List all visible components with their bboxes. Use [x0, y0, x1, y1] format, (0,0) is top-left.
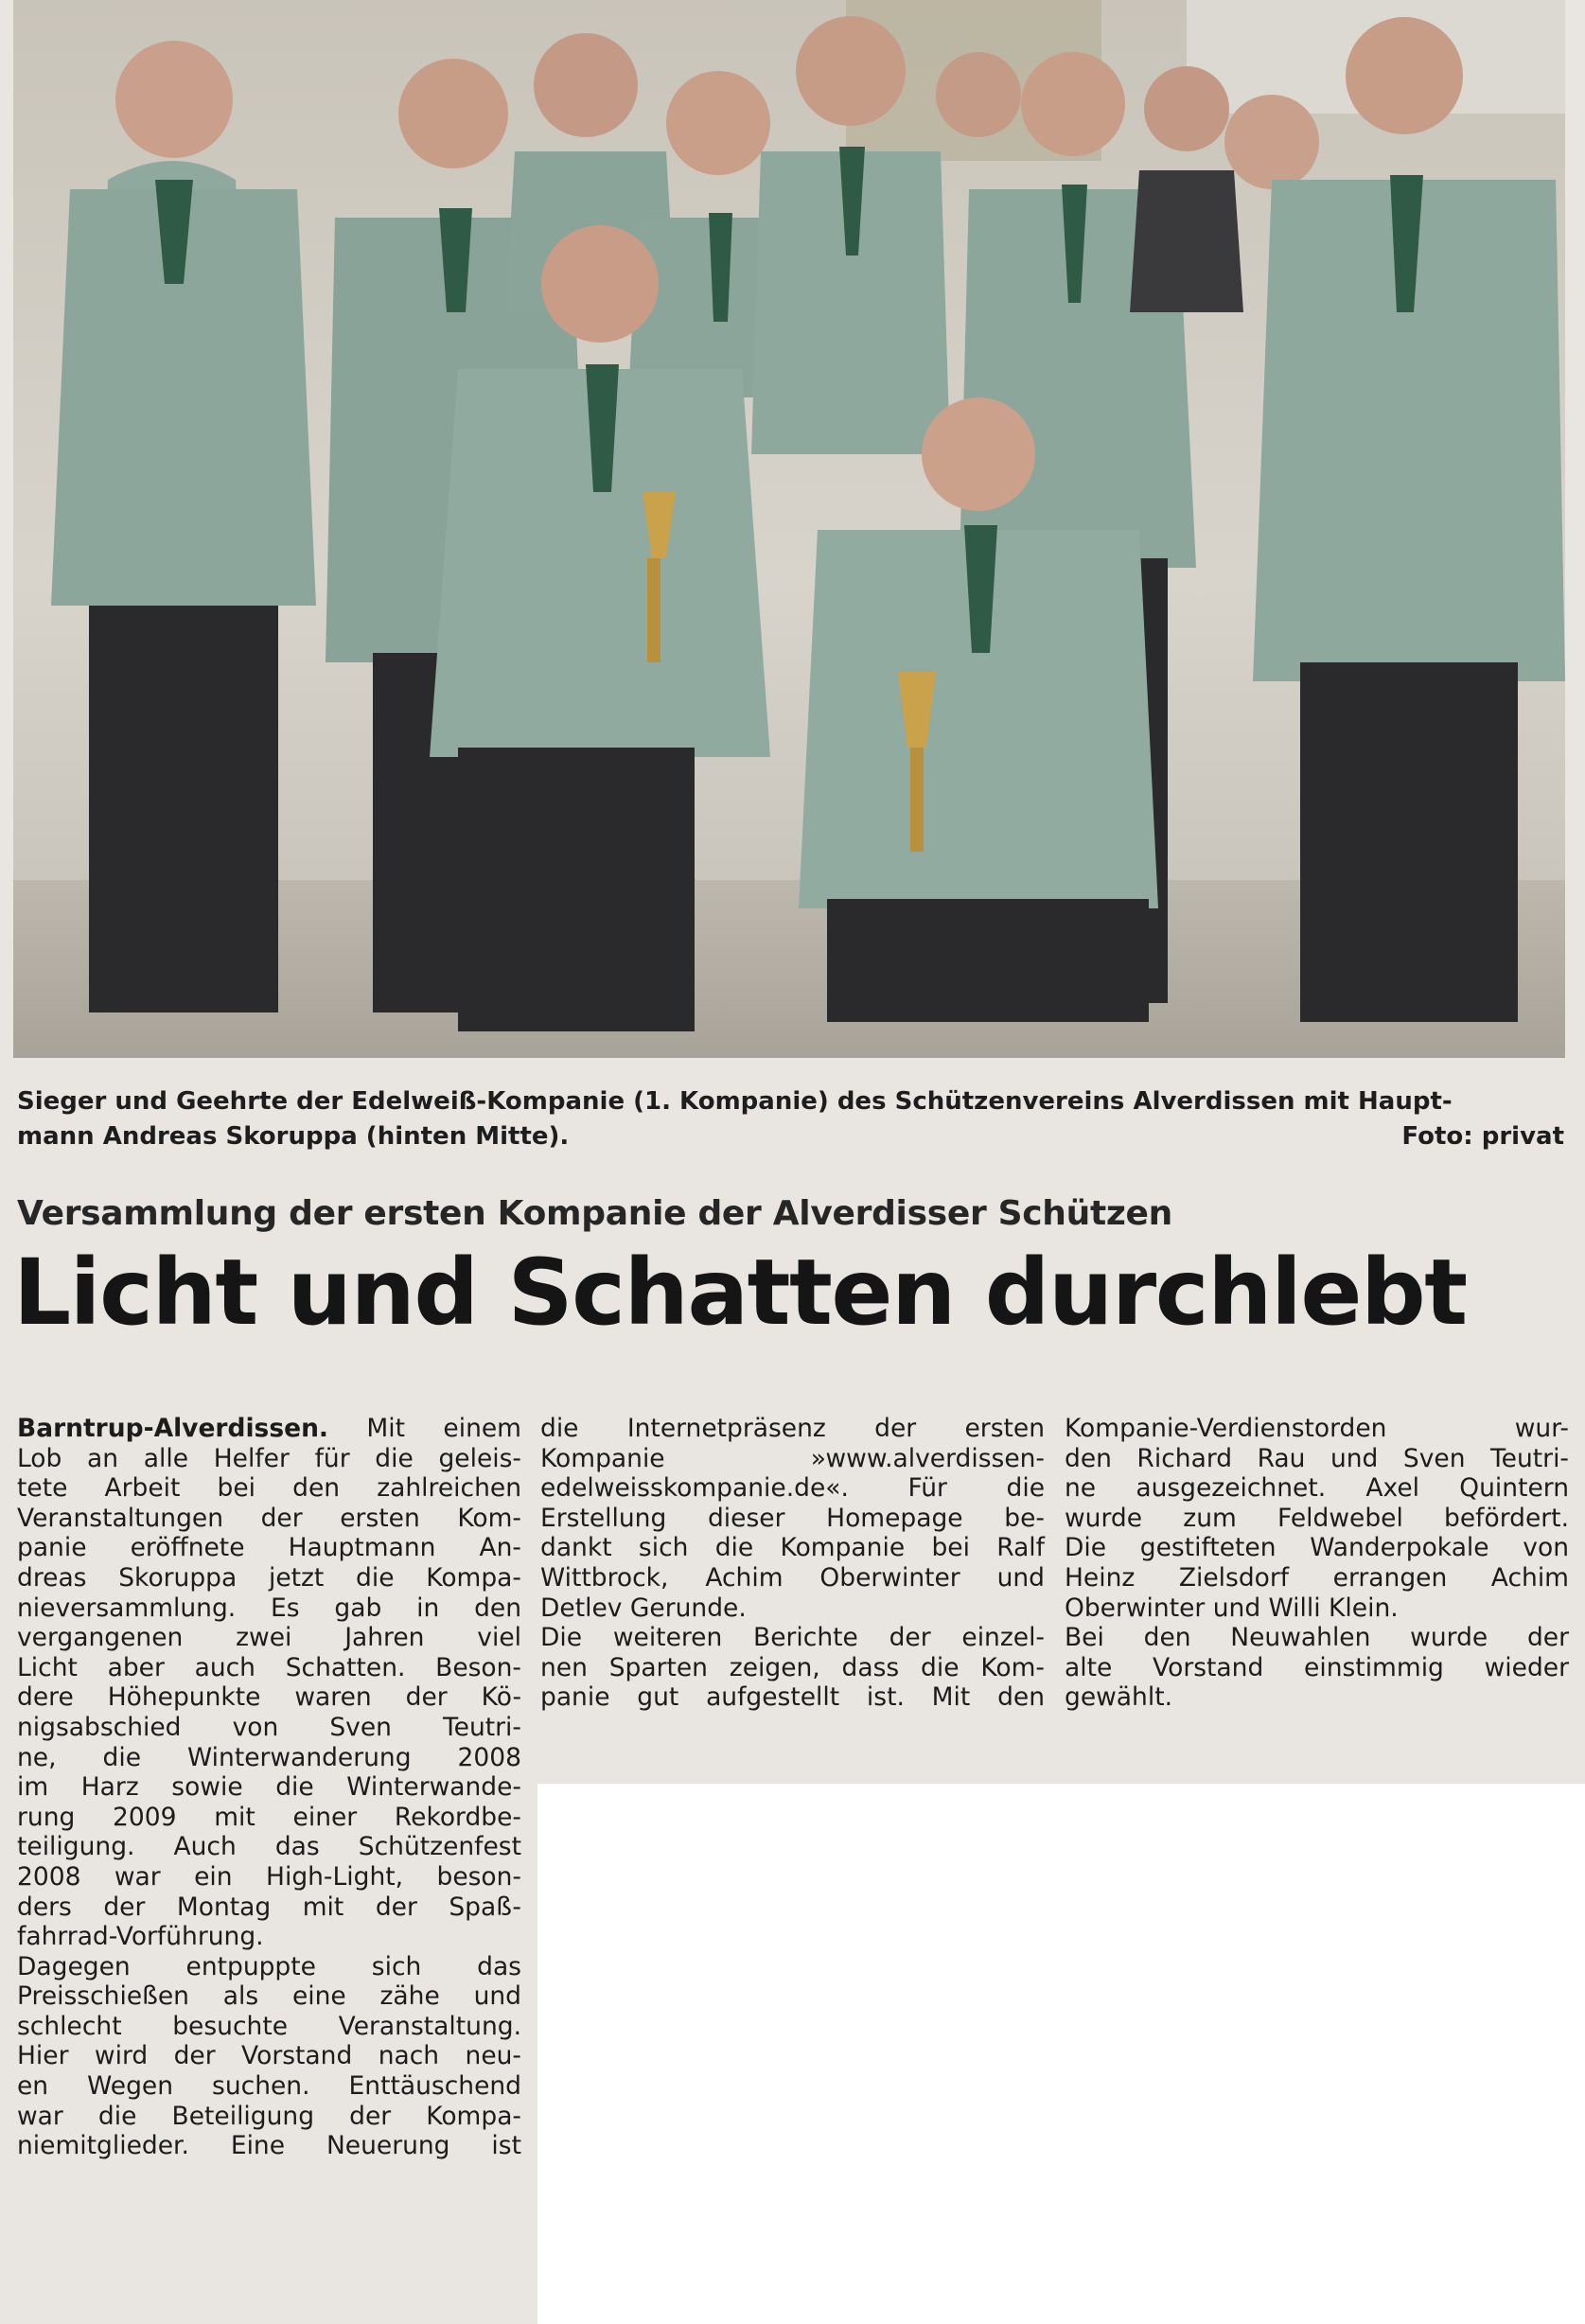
- column-line: en Wegen suchen. Enttäuschend: [17, 2071, 521, 2102]
- column-line: Veranstaltungen der ersten Kom-: [17, 1503, 521, 1533]
- column-line: gewählt.: [1065, 1682, 1173, 1713]
- article-column-1: [17, 1414, 521, 2161]
- person-back-row: [1130, 66, 1243, 312]
- column-line: Erstellung dieser Homepage be-: [540, 1503, 1045, 1533]
- column-line: nigsabschied von Sven Teutri-: [17, 1712, 521, 1742]
- caption-line-2: [17, 1119, 1564, 1154]
- person-back-row: [1224, 95, 1319, 189]
- column-line: Bei den Neuwahlen wurde der: [1065, 1623, 1569, 1653]
- photo-credit: Foto: privat: [1401, 1122, 1564, 1151]
- group-photo-illustration: [13, 0, 1565, 1058]
- column-line: Kompanie »www.alverdissen-: [540, 1443, 1045, 1473]
- column-line: niemitglieder. Eine Neuerung ist: [17, 2131, 521, 2161]
- column-line: Oberwinter und Willi Klein.: [1065, 1593, 1399, 1623]
- column-line: Wittbrock, Achim Oberwinter und: [540, 1562, 1045, 1593]
- column-line: wurde zum Feldwebel befördert.: [1065, 1503, 1569, 1533]
- column-line: dere Höhepunkte waren der Kö-: [17, 1682, 521, 1713]
- column-line: ders der Montag mit der Spaß-: [17, 1892, 521, 1922]
- column-line: ne, die Winterwanderung 2008: [17, 1742, 521, 1772]
- column-line: vergangenen zwei Jahren viel: [17, 1623, 521, 1653]
- column-line: panie eröffnete Hauptmann An-: [17, 1533, 521, 1563]
- column-line: 2008 war ein High-Light, beson-: [17, 1861, 521, 1892]
- article-column-3: [1065, 1414, 1569, 1713]
- column-line: alte Vorstand einstimmig wieder: [1065, 1652, 1569, 1682]
- column-line: im Harz sowie die Winterwande-: [17, 1772, 521, 1803]
- column-line: panie gut aufgestellt ist. Mit den: [540, 1682, 1045, 1713]
- column-line: war die Beteiligung der Kompa-: [17, 2101, 521, 2131]
- column-line: Dagegen entpuppte sich das: [17, 1951, 521, 1981]
- column-line: edelweisskompanie.de«. Für die: [540, 1473, 1045, 1504]
- column-line: Heinz Zielsdorf errangen Achim: [1065, 1562, 1569, 1593]
- column-text: Mit einem: [328, 1414, 521, 1443]
- person-back-row: [936, 52, 1021, 137]
- column-line: dreas Skoruppa jetzt die Kompa-: [17, 1562, 521, 1593]
- caption-text: mann Andreas Skoruppa (hinten Mitte).: [17, 1122, 570, 1151]
- column-line: Detlev Gerunde.: [540, 1593, 747, 1623]
- article-headline: Licht und Schatten durchlebt: [13, 1240, 1467, 1346]
- column-line: fahrrad-Vorführung.: [17, 1922, 264, 1952]
- column-line: Licht aber auch Schatten. Beson-: [17, 1652, 521, 1682]
- column-line: Hier wird der Vorstand nach neu-: [17, 2041, 521, 2071]
- column-line: nieversammlung. Es gab in den: [17, 1593, 521, 1623]
- column-line: Kompanie-Verdienstorden wur-: [1065, 1414, 1569, 1443]
- column-line: Die gestifteten Wanderpokale von: [1065, 1533, 1569, 1563]
- group-photo: [13, 0, 1565, 1058]
- column-line: [17, 1414, 521, 1444]
- caption-line-1: Sieger und Geehrte der Edelweiß-Kompanie (1. Kompanie) des Schützenvereins Alverdissen mit Haupt-: [17, 1087, 1453, 1116]
- column-line: schlecht besuchte Veranstaltung.: [17, 2011, 521, 2041]
- column-line: nen Sparten zeigen, dass die Kom-: [540, 1652, 1045, 1682]
- column-line: ne ausgezeichnet. Axel Quintern: [1065, 1473, 1569, 1504]
- article-column-2: [540, 1414, 1045, 1713]
- dateline: Barntrup-Alverdissen.: [17, 1414, 328, 1443]
- column-line: rung 2009 mit einer Rekordbe-: [17, 1802, 521, 1832]
- column-line: die Internetpräsenz der ersten: [540, 1414, 1045, 1443]
- column-line: Lob an alle Helfer für die geleis-: [17, 1443, 521, 1473]
- column-line: teiligung. Auch das Schützenfest: [17, 1832, 521, 1862]
- column-line: tete Arbeit bei den zahlreichen: [17, 1473, 521, 1504]
- photo-caption: [17, 1084, 1564, 1154]
- article-kicker: Versammlung der ersten Kompanie der Alverdisser Schützen: [17, 1194, 1172, 1233]
- column-line: den Richard Rau und Sven Teutri-: [1065, 1443, 1569, 1473]
- column-line: Preisschießen als eine zähe und: [17, 1981, 521, 2012]
- column-line: dankt sich die Kompanie bei Ralf: [540, 1533, 1045, 1563]
- column-line: Die weiteren Berichte der einzel-: [540, 1623, 1045, 1653]
